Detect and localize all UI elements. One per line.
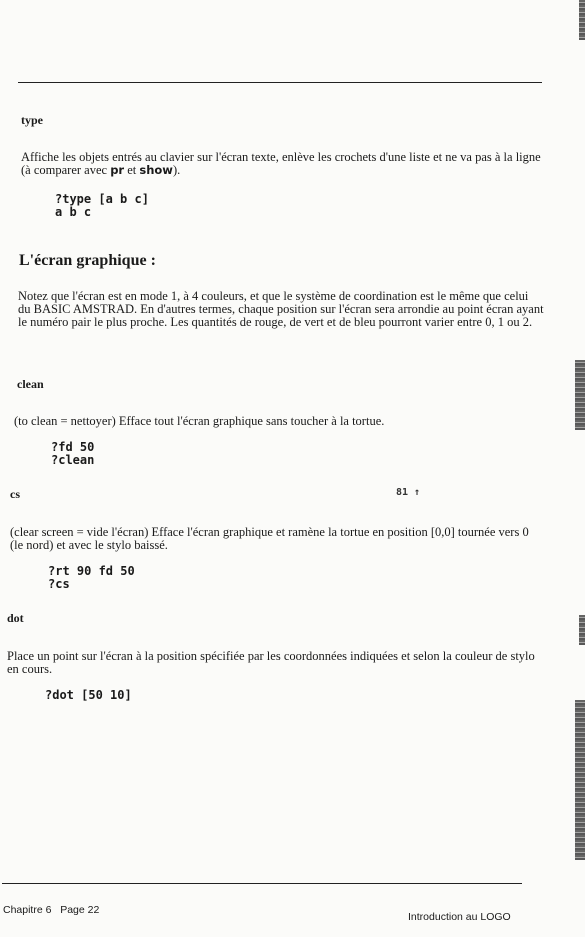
type-description-and: et	[124, 163, 140, 177]
keyword-cs: cs	[10, 487, 20, 501]
footer-page-number: Chapitre 6 Page 22	[3, 904, 100, 916]
clean-code-line-2: ?clean	[51, 453, 95, 467]
keyword-type: type	[21, 113, 43, 127]
type-description-end: ).	[172, 163, 181, 177]
pr-keyword: pr	[110, 163, 125, 177]
bottom-rule	[2, 883, 522, 884]
scan-edge-mark	[579, 615, 585, 645]
stray-print-mark: 81 ↑	[396, 487, 421, 498]
type-description-text: Affiche les objets entrés au clavier sur l'écran texte, enlève les crochets d'une liste et ne va pas à la ligne (à comparer avec	[21, 150, 541, 177]
scan-edge-mark	[579, 0, 585, 40]
footer-book-title: Introduction au LOGO	[408, 911, 511, 923]
type-description	[21, 151, 549, 177]
graphics-paragraph: Notez que l'écran est en mode 1, à 4 couleurs, et que le système de coordination est le même que celui du BASIC AMSTRAD. En d'autres termes, chaque position sur l'écran sera arrondie au point écran ayant le numéro pair le plus proche. Les quantités de rouge, de vert et de bleu pourront varier entre 0, 1 ou 2.	[18, 289, 544, 329]
dot-description: Place un point sur l'écran à la position spécifiée par les coordonnées indiquées et selon la couleur de stylo en cours.	[7, 649, 535, 676]
cs-code-line-2: ?cs	[48, 577, 70, 591]
type-code-line-1: ?type [a b c]	[55, 192, 149, 206]
cs-description: (clear screen = vide l'écran) Efface l'écran graphique et ramène la tortue en position [0,0] tournée vers 0 (le nord) et avec le stylo baissé.	[10, 525, 529, 552]
scan-edge-mark	[575, 700, 585, 860]
dot-code-line-1: ?dot [50 10]	[45, 688, 132, 702]
type-code-line-2: a b c	[55, 205, 92, 219]
scan-edge-mark	[575, 360, 585, 430]
top-rule	[18, 82, 542, 83]
keyword-dot: dot	[7, 611, 24, 625]
section-heading-graphics: L'écran graphique :	[19, 252, 156, 269]
clean-code-line-1: ?fd 50	[51, 440, 95, 454]
clean-description: (to clean = nettoyer) Efface tout l'écran graphique sans toucher à la tortue.	[14, 414, 385, 428]
cs-code-line-1: ?rt 90 fd 50	[48, 564, 135, 578]
show-keyword: show	[139, 163, 173, 177]
keyword-clean: clean	[17, 377, 44, 391]
